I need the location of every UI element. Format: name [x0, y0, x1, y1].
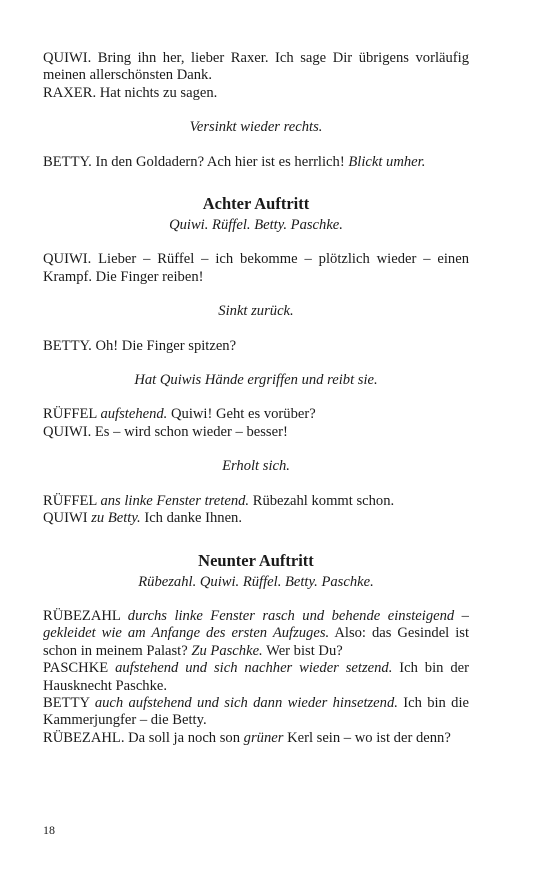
inline-stage-direction: aufstehend. [100, 406, 168, 423]
speaker: PASCHKE [43, 660, 109, 677]
inline-stage-direction: Blickt umher. [348, 153, 426, 170]
speaker: RÜFFEL [43, 406, 97, 423]
dialogue-text: Oh! Die Finger spitzen? [95, 337, 237, 354]
speaker: BETTY [43, 694, 90, 711]
inline-stage-direction: Zu Paschke. [191, 642, 263, 659]
scene-title: Achter Auftritt [202, 194, 310, 214]
dialogue-text: Hat nichts zu sagen. [99, 84, 218, 101]
dialogue-paschke-1 [43, 660, 469, 695]
dialogue-text: Ich bin der Hausknecht Paschke. [43, 660, 469, 694]
dialogue-text: In den Goldadern? Ach hier ist es herrlich! [95, 153, 345, 170]
dialogue-betty-1 [43, 154, 469, 171]
inline-stage-direction: auch aufstehend und sich dann wieder hinsetzend. [94, 694, 398, 711]
dialogue-rueffel-1 [43, 406, 469, 423]
speaker: BETTY. [43, 153, 92, 170]
dialogue-text: Ich danke Ihnen. [144, 510, 242, 527]
speaker: QUIWI. [43, 423, 92, 440]
dialogue-quiwi-4 [43, 510, 469, 527]
dialogue-betty-2 [43, 338, 469, 355]
scene-cast: Rübezahl. Quiwi. Rüffel. Betty. Paschke. [138, 573, 374, 590]
dialogue-raxer-1 [43, 85, 469, 102]
dialogue-ruebezahl-2 [43, 730, 469, 747]
inline-stage-direction: ans linke Fenster tretend. [100, 492, 250, 509]
speaker: QUIWI [43, 510, 88, 527]
speaker: QUIWI. [43, 251, 92, 268]
speaker: RÜBEZAHL. [43, 729, 125, 746]
dialogue-text: Rübezahl kommt schon. [252, 492, 395, 509]
dialogue-text: Quiwi! Geht es vorüber? [171, 406, 316, 423]
emphasis: grüner [243, 729, 284, 746]
scene-cast: Quiwi. Rüffel. Betty. Paschke. [169, 217, 343, 234]
dialogue-text: Ich bin die Kammerjungfer – die Betty. [43, 694, 469, 729]
dialogue-ruebezahl-1 [43, 608, 469, 660]
dialogue-text: Wer bist Du? [266, 642, 343, 659]
dialogue-text: Bring ihn her, lieber Raxer. Ich sage Dir übrigens vorläufig meinen allerschönsten Dank. [43, 50, 470, 84]
speaker: RAXER. [43, 84, 97, 101]
stage-direction: Sinkt zurück. [218, 303, 294, 320]
dialogue-text: Lieber – Rüffel – ich bekomme – plötzlich wieder – einen Krampf. Die Finger reiben! [43, 251, 469, 285]
speaker: RÜFFEL [43, 492, 97, 509]
dialogue-rueffel-2 [43, 493, 469, 510]
scene-title: Neunter Auftritt [198, 550, 314, 570]
stage-direction: Versinkt wieder rechts. [189, 119, 323, 136]
page-number: 18 [43, 823, 55, 837]
speaker: RÜBEZAHL [43, 607, 121, 624]
dialogue-betty-3 [43, 695, 469, 730]
speaker: QUIWI. [43, 50, 92, 66]
inline-stage-direction: aufstehend und sich nachher wieder setzend. [115, 660, 393, 677]
dialogue-text: Also: das Gesindel ist schon in meinem Palast? [43, 625, 469, 659]
inline-stage-direction: zu Betty. [91, 510, 141, 527]
dialogue-quiwi-2 [43, 251, 469, 286]
stage-direction: Hat Quiwis Hände ergriffen und reibt sie. [134, 372, 378, 389]
dialogue-quiwi-3 [43, 424, 469, 441]
script-page [43, 50, 469, 747]
dialogue-quiwi-1 [43, 50, 469, 85]
dialogue-text: Kerl sein – wo ist der denn? [287, 729, 451, 746]
dialogue-text: Es – wird schon wieder – besser! [94, 423, 288, 440]
inline-stage-direction: durchs linke Fenster rasch und behende einsteigend – gekleidet wie am Anfange des ersten Aufzuges. [43, 607, 469, 642]
speaker: BETTY. [43, 337, 92, 354]
stage-direction: Erholt sich. [222, 458, 290, 475]
dialogue-text: Da soll ja noch son [128, 729, 241, 746]
